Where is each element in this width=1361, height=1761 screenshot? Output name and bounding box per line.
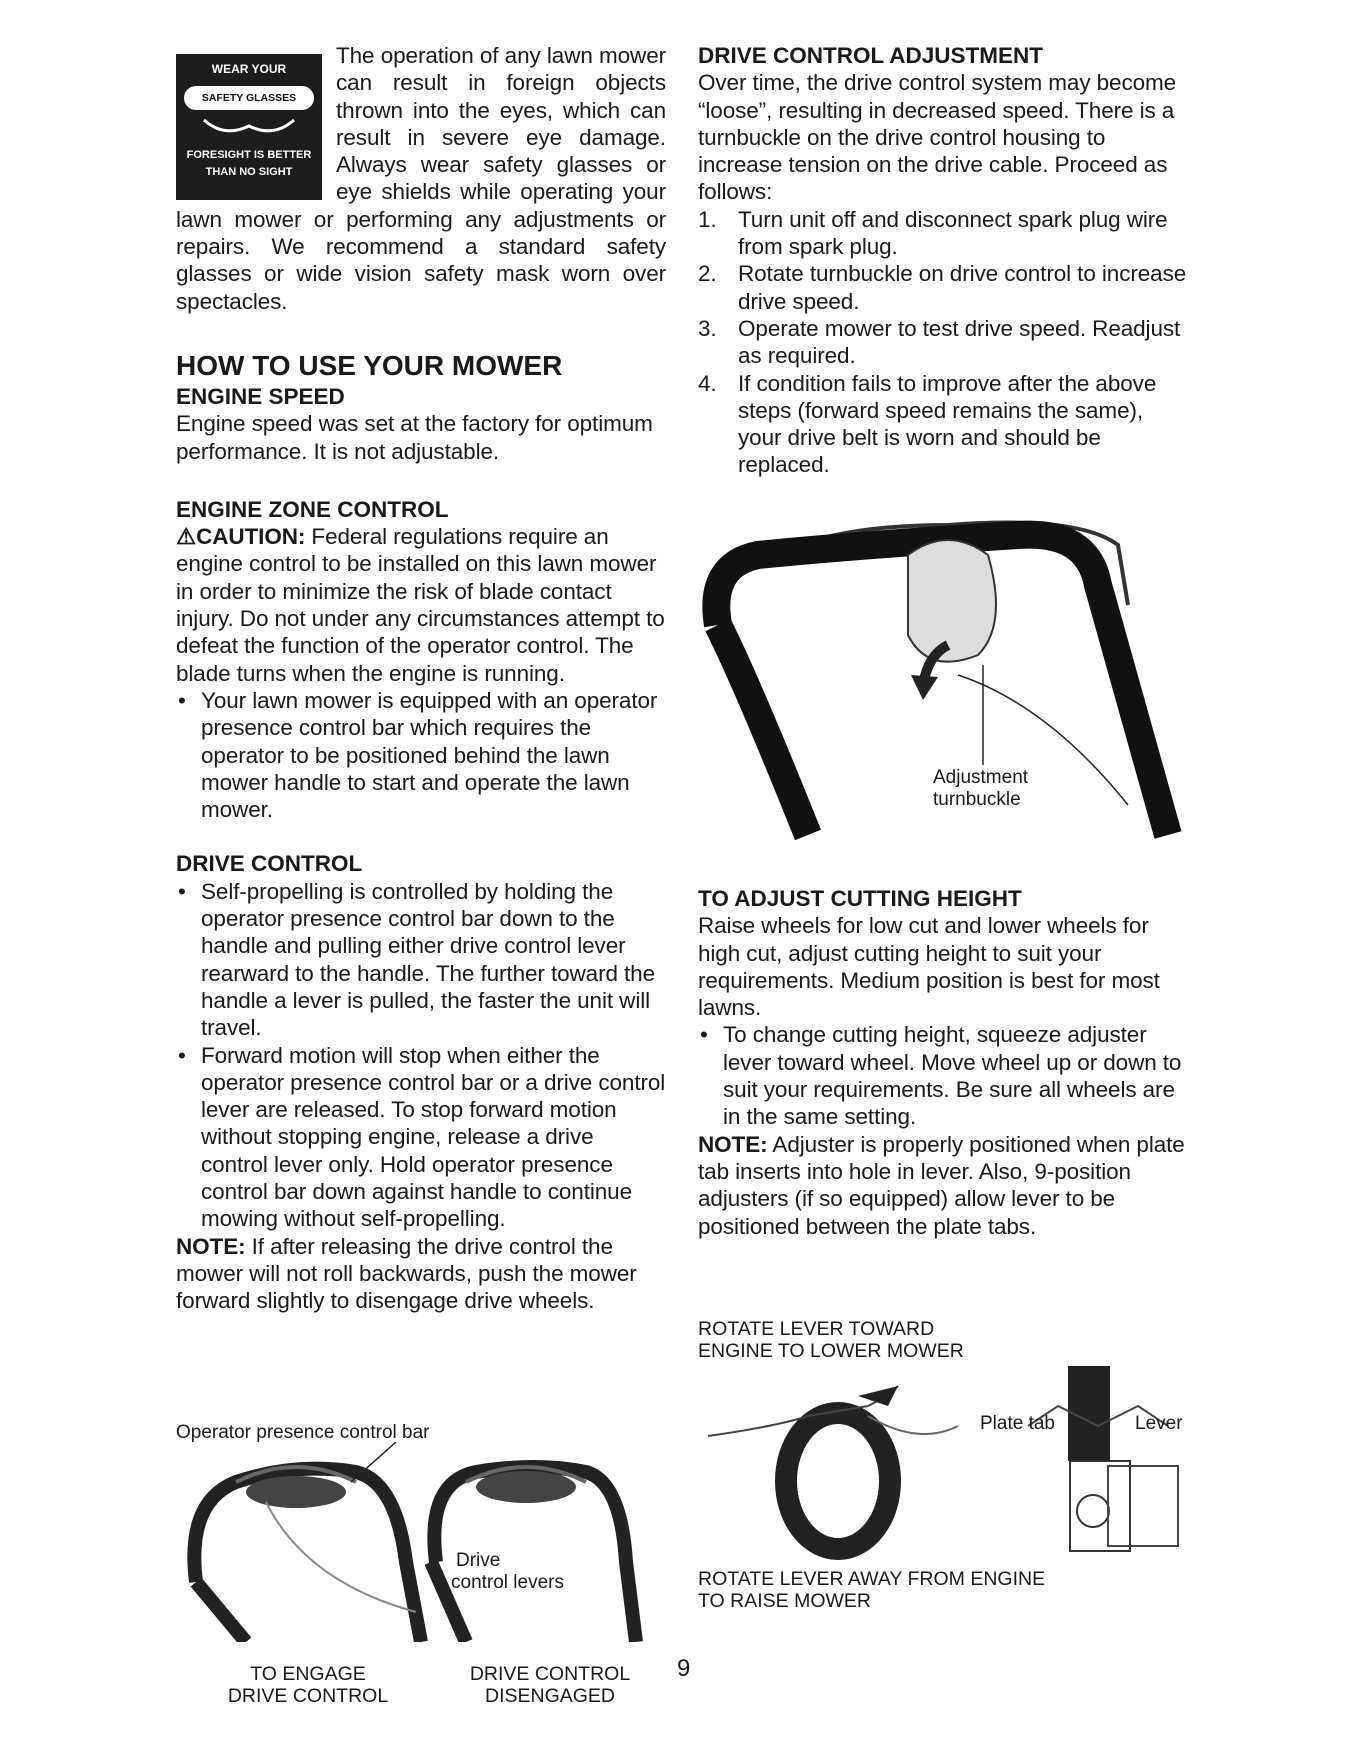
- step-item: 2. Rotate turnbuckle on drive control to increase drive speed.: [698, 261, 1187, 314]
- cutting-height-section: [698, 885, 1190, 1240]
- operator-bar-label: Operator presence control bar: [176, 1422, 430, 1443]
- caption-engage: [213, 1663, 403, 1707]
- wheel-fig-top-2: ENGINE TO LOWER MOWER: [698, 1340, 964, 1362]
- caption-disengaged-2: DISENGAGED: [484, 1685, 616, 1707]
- cutting-height-intro: Raise wheels for low cut and lower wheels for high cut, adjust cutting height to suit your requirements. Medium position is best for most lawns.: [698, 913, 1160, 1021]
- drive-control-bullet: • Forward motion will stop when either the operator presence control bar or a drive control lever are released. To stop forward motion without stopping engine, release a drive control lever only. Hold operator presence control bar down against handle to continue mowing without self-propelling.: [176, 1042, 666, 1233]
- drive-label-2: control levers: [451, 1572, 564, 1593]
- badge-line-4: THAN NO SIGHT: [205, 166, 293, 178]
- turnbuckle-figure: [698, 505, 1190, 840]
- note-label: NOTE:: [176, 1233, 246, 1259]
- warning-triangle-icon: ⚠: [176, 524, 197, 550]
- note-text: If after releasing the drive control the mower will not roll backwards, push the mower forward slightly to disengage drive wheels.: [176, 1233, 637, 1314]
- caution-label: CAUTION:: [196, 524, 306, 550]
- caption-disengaged-1: DRIVE CONTROL: [469, 1663, 631, 1685]
- safety-paragraph: The operation of any lawn mower can result in foreign objects thrown into the eyes, which can result in severe eye damage. Always wear safety glasses or eye shields while operating your lawn mower or performing any adjustments or repairs. We recommend a standard safety glasses or wide vision safety mask worn over spectacles.: [176, 43, 666, 314]
- left-column: [176, 42, 666, 1314]
- drive-adjust-intro: Over time, the drive control system may become “loose”, resulting in decreased speed. There is a turnbuckle on the drive control housing to increase tension on the drive cable. Proceed as follows:: [698, 70, 1177, 205]
- cutting-height-bullet: • To change cutting height, squeeze adjuster lever toward wheel. Move wheel up or down to suit your requirements. Be sure all wheels are in the same setting.: [698, 1021, 1190, 1130]
- wheel-fig-top-1: ROTATE LEVER TOWARD: [698, 1318, 935, 1340]
- caption-engage-1: TO ENGAGE: [250, 1663, 366, 1685]
- glasses-icon: [194, 116, 304, 140]
- wheel-illustration: [698, 1366, 1190, 1566]
- drive-label-1: Drive: [456, 1550, 501, 1571]
- step-item: 4. If condition fails to improve after the above steps (forward speed remains the same), your drive belt is worn and should be replaced.: [698, 370, 1157, 478]
- drive-control-figure: [176, 1420, 676, 1660]
- turnbuckle-label-2: turnbuckle: [933, 789, 1021, 810]
- engine-zone-caution: [176, 523, 666, 687]
- drive-adjust-heading: DRIVE CONTROL ADJUSTMENT: [698, 43, 1044, 68]
- drive-control-bullet: • Self-propelling is controlled by holding the operator presence control bar down to the handle and pulling either drive control lever rearward to the handle. The further toward the handle a lever is pulled, the faster the unit will travel.: [176, 878, 666, 1042]
- engine-speed-text: Engine speed was set at the factory for optimum performance. It is not adjustable.: [176, 411, 653, 464]
- badge-line-3: FORESIGHT IS BETTER: [186, 149, 312, 161]
- cutting-height-heading: TO ADJUST CUTTING HEIGHT: [698, 886, 1022, 911]
- wheel-fig-bottom-2: TO RAISE MOWER: [698, 1590, 871, 1612]
- badge-line-1: WEAR YOUR: [211, 62, 287, 76]
- caution-text: Federal regulations require an engine control to be installed on this lawn mower in order to minimize the risk of blade contact injury. Do not under any circumstances attempt to defeat the function of the operator control. The blade turns when the engine is running.: [176, 524, 665, 686]
- drive-control-heading: DRIVE CONTROL: [176, 851, 363, 877]
- drive-control-note: [176, 1233, 666, 1315]
- note-label: NOTE:: [698, 1131, 768, 1157]
- engine-zone-bullet: • Your lawn mower is equipped with an operator presence control bar which requires the operator to be positioned behind the lawn mower handle to start and operate the lawn mower.: [176, 687, 666, 823]
- wheel-fig-bottom-1: ROTATE LEVER AWAY FROM ENGINE: [698, 1568, 1046, 1590]
- lever-label: Lever: [1135, 1413, 1183, 1434]
- caption-disengaged: [455, 1663, 645, 1707]
- wheel-adjust-figure: [698, 1318, 1190, 1612]
- engine-zone-heading: ENGINE ZONE CONTROL: [176, 496, 449, 522]
- step-item: 1. Turn unit off and disconnect spark plug wire from spark plug.: [698, 206, 1168, 260]
- section-title: HOW TO USE YOUR MOWER: [176, 349, 563, 381]
- badge-line-2: SAFETY GLASSES: [184, 86, 314, 110]
- page-number: 9: [677, 1655, 691, 1682]
- turnbuckle-label-1: Adjustment: [933, 767, 1029, 788]
- handle-illustration: [176, 1442, 676, 1642]
- safety-glasses-badge: [176, 54, 322, 200]
- cutting-height-note: [698, 1131, 1190, 1240]
- step-item: 3. Operate mower to test drive speed. Readjust as required.: [698, 315, 1181, 369]
- right-column: [698, 42, 1190, 479]
- plate-tab-label: Plate tab: [980, 1413, 1055, 1434]
- note-text: Adjuster is properly positioned when plate tab inserts into hole in lever. Also, 9-position adjusters (if so equipped) allow lever to be positioned between the plate tabs.: [698, 1131, 1185, 1239]
- caption-engage-2: DRIVE CONTROL: [227, 1685, 389, 1707]
- engine-speed-heading: ENGINE SPEED: [176, 383, 345, 409]
